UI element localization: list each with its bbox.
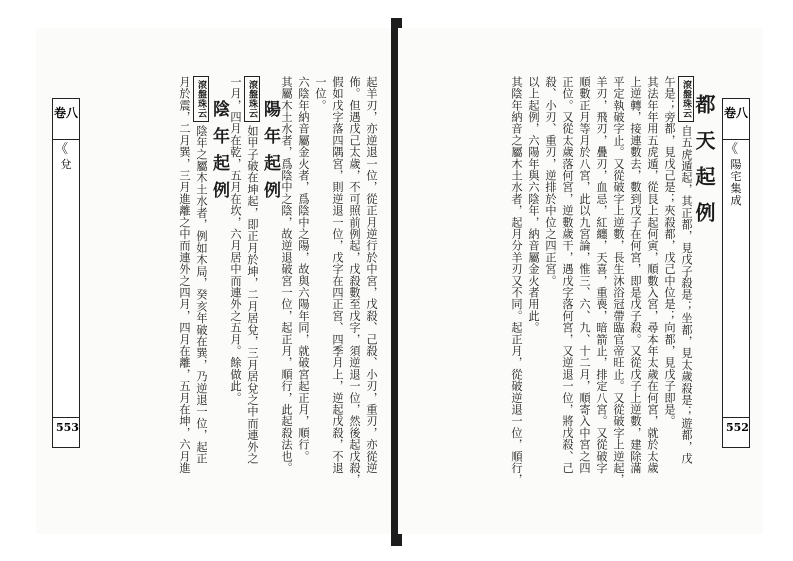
right-text-body xyxy=(428,76,716,496)
text-line: 假如戊字落四隅宮，則逆退一位，戊字在四正宮、四季月上，逆起戊殺，不退 xyxy=(331,76,344,474)
chapter-heading: 都天起例 xyxy=(692,94,716,238)
text-line: 自五虎遁起，其正都，見戊子殺是；坐都，見太歲殺是；遊都，戊 xyxy=(680,125,693,465)
text-line: 午是；旁都，見戊己是；夾殺都，戊己中位是；向都，見戊子即是。 xyxy=(663,76,676,427)
right-margin-tab xyxy=(722,98,750,448)
chevron-icon: 《 xyxy=(55,142,69,157)
volume-label: 卷八 xyxy=(53,106,78,120)
divider xyxy=(723,139,749,140)
text-line: 陰年之屬木土水者，例如木局，癸亥年破在巽，乃逆退一位，起正 xyxy=(195,125,208,465)
text-line: 六陰年納音屬金火者，爲陰中之陽，故與六陽年同，就破宮起正月，順行。 xyxy=(297,76,310,463)
text-line: 以上起例，六陽年與六陰年，納音屬金火者用此。 xyxy=(527,76,540,334)
text-line: 上逆轉，接連數去，數到戊子在何宮，即是戊子殺。又從戊子上逆數，建除滿 xyxy=(629,76,642,474)
page-number-box xyxy=(723,417,749,488)
volume-label: 卷八 xyxy=(723,106,748,120)
section-heading-yang: 陽年起例 xyxy=(260,100,280,208)
text-line: 其法年年用五虎遁，從艮上起何寅，順數入宮，尋本年太歲在何宮，就於太歲 xyxy=(646,76,659,474)
text-line: 月於震，二月巽，三月進離之中而連外之四月，四月在離，五月在坤，六月進 xyxy=(178,76,191,474)
text-line: 一位。 xyxy=(314,76,327,112)
text-line: 羊刃，飛刃，疊刃，血忌，紅纏，天喜，重喪，暗箭止，排定八宮。又從破字 xyxy=(595,76,608,474)
section-label: 陽宅集成 xyxy=(730,158,742,207)
text-line: 正位。又從太歲落何宮，逆數歲干，遇戊字落何宮，又逆退一位，將戊殺、己 xyxy=(561,76,574,474)
left-page xyxy=(36,28,393,534)
source-label: 滾盤珠云 xyxy=(678,76,694,122)
text-line: 其屬木土水者，爲陰中之陰，故逆退破宮一位，起正月，順行，此起殺法也。 xyxy=(280,76,293,474)
chevron-icon: 《 xyxy=(725,142,739,157)
page-number-box xyxy=(53,417,79,488)
text-line: 如甲子破在坤起，即正月於坤，二月居兌，三月居兌之中而連外之 xyxy=(246,125,259,465)
text-line: 其陰年納音之屬木土水者，起月分羊刃又不同。起正月，從破逆退一位，順行， xyxy=(510,76,523,486)
section-label: 兌 xyxy=(60,158,72,171)
right-page xyxy=(398,28,763,534)
page-number: 553 xyxy=(56,421,79,434)
text-line: 一月，四月在乾，五月在坎，六月居中而連外之五月。餘做此。 xyxy=(229,76,242,404)
source-label: 滾盤珠云 xyxy=(193,76,209,122)
source-label: 滾盤珠云 xyxy=(244,76,260,122)
page-number: 552 xyxy=(726,421,749,434)
divider xyxy=(53,139,79,140)
text-line: 起羊刃，亦逆退一位，從正月逆行於中宮，戊殺、己殺、小刃，重刃，亦從逆 xyxy=(365,76,378,474)
text-line: 佈。但遇戊己太歲，不可照前例起，戊殺數至戊字，須逆退一位，然後起戊殺， xyxy=(348,76,361,486)
left-text-body xyxy=(80,76,380,496)
left-margin-tab xyxy=(52,98,80,448)
section-heading-yin: 陰年起例 xyxy=(209,100,229,208)
text-line: 殺、小刃、重刃，逆排於中位之四正宮。 xyxy=(544,76,557,287)
text-line: 平定執破字止。又從破字上逆數，長生沐浴冠帶臨官帝旺止。又從破字上逆起， xyxy=(612,76,625,486)
text-line: 順數正月等月於八宮，此以九宮論，惟三、六、九、十二月，順寄入中宮之四 xyxy=(578,76,591,474)
